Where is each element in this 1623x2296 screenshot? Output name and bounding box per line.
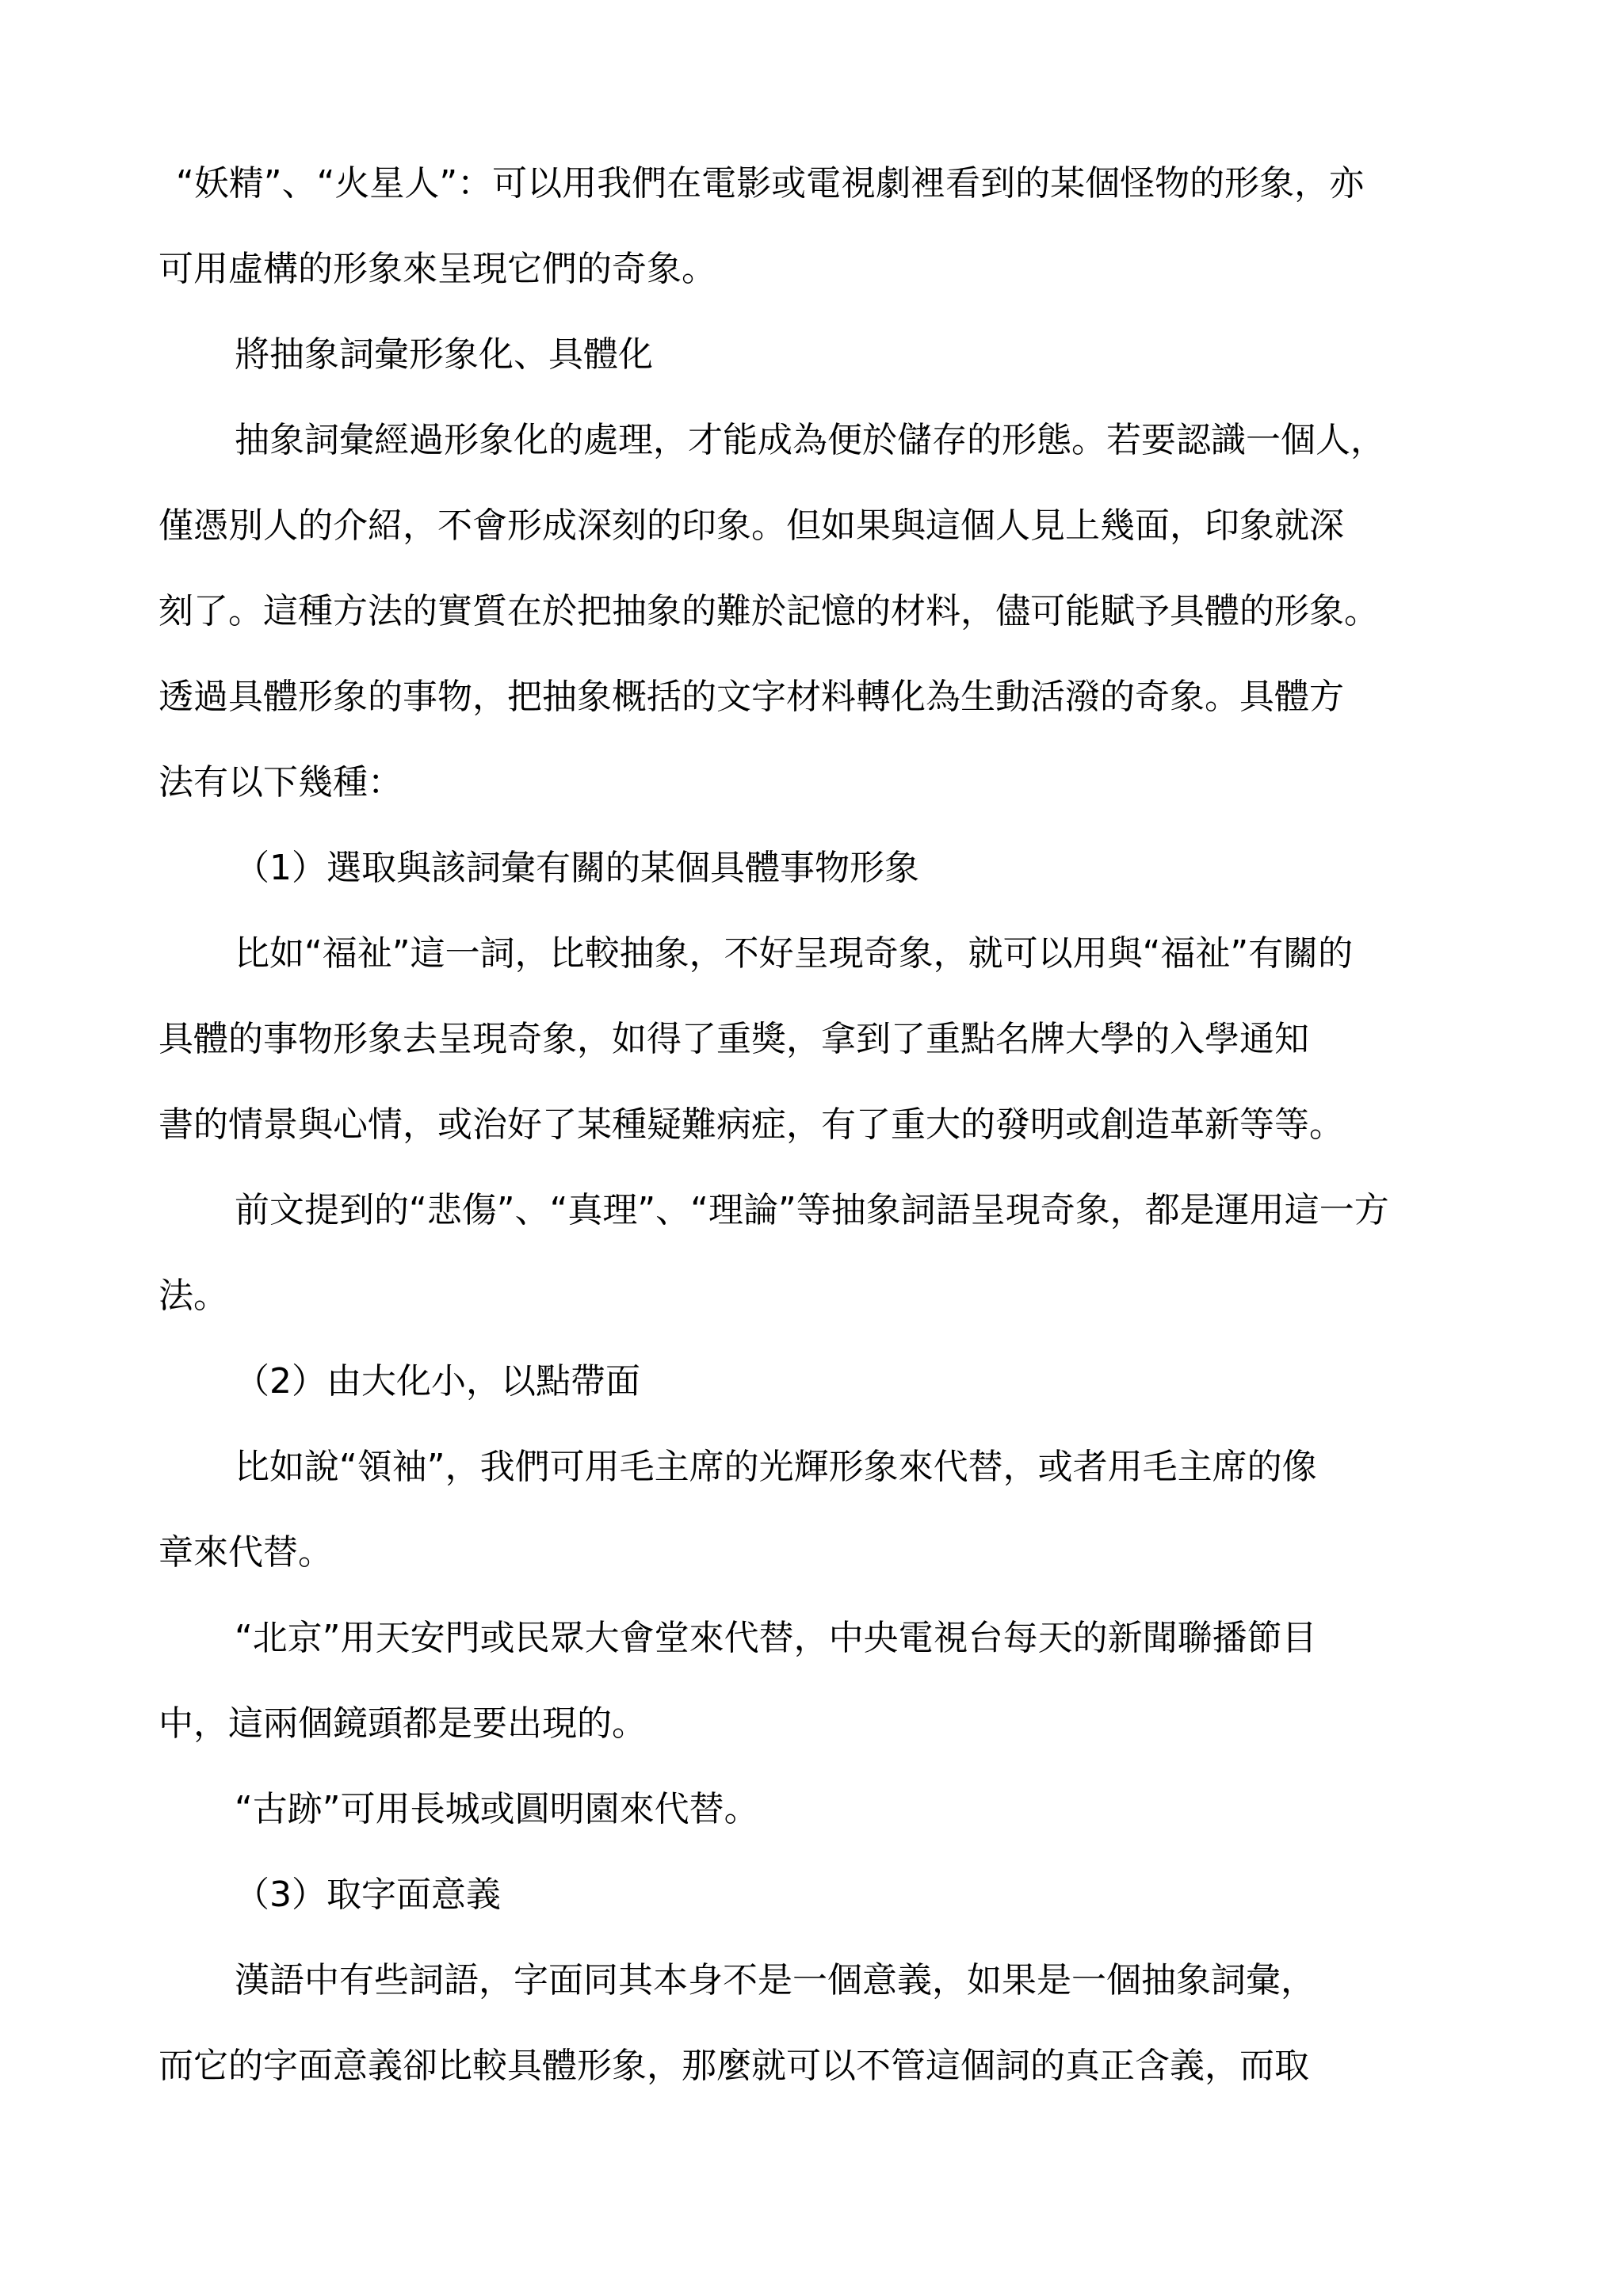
paragraph-line: 法有以下幾種： — [158, 762, 403, 803]
paragraph-line: 前文提到的“悲傷”、“真理”、“理論”等抽象詞語呈現奇象，都是運用這一方 — [235, 1190, 1389, 1230]
paragraph-line: “妖精”、“火星人”：可以用我們在電影或電視劇裡看到的某個怪物的形象，亦 — [176, 163, 1365, 204]
paragraph-line: 可用虛構的形象來呈現它們的奇象。 — [158, 249, 716, 289]
paragraph-line: 中，這兩個鏡頭都是要出現的。 — [158, 1703, 647, 1744]
section-heading: 將抽象詞彙形象化、具體化 — [235, 334, 653, 375]
paragraph-line: “北京”用天安門或民眾大會堂來代替，中央電視台每天的新聞聯播節目 — [235, 1618, 1317, 1658]
paragraph-line: “古跡”可用長城或圓明園來代替。 — [235, 1789, 759, 1829]
paragraph-line: 比如“福祉”這一詞，比較抽象，不好呈現奇象，就可以用與“福祉”有關的 — [235, 933, 1354, 974]
paragraph-line: 透過具體形象的事物，把抽象概括的文字材料轉化為生動活潑的奇象。具體方 — [158, 677, 1344, 717]
paragraph-line: 法。 — [158, 1276, 228, 1316]
paragraph-line: 章來代替。 — [158, 1532, 333, 1573]
paragraph-line: 刻了。這種方法的實質在於把抽象的難於記憶的材料，儘可能賦予具體的形象。 — [158, 591, 1379, 631]
paragraph-line: 抽象詞彙經過形象化的處理，才能成為便於儲存的形態。若要認識一個人， — [235, 420, 1385, 460]
paragraph-line: 比如說“領袖”，我們可用毛主席的光輝形象來代替，或者用毛主席的像 — [235, 1447, 1317, 1487]
paragraph-line: 漢語中有些詞語，字面同其本身不是一個意義，如果是一個抽象詞彙， — [235, 1960, 1316, 2000]
paragraph-line: 僅憑別人的介紹，不會形成深刻的印象。但如果與這個人見上幾面，印象就深 — [158, 505, 1344, 546]
subsection-heading: （2）由大化小，以點帶面 — [235, 1361, 640, 1402]
paragraph-line: 書的情景與心情，或治好了某種疑難病症，有了重大的發明或創造革新等等。 — [158, 1104, 1344, 1145]
subsection-heading: （1）選取與該詞彙有關的某個具體事物形象 — [235, 848, 919, 888]
paragraph-line: 具體的事物形象去呈現奇象，如得了重獎，拿到了重點名牌大學的入學通知 — [158, 1019, 1309, 1059]
paragraph-line: 而它的字面意義卻比較具體形象，那麼就可以不管這個詞的真正含義，而取 — [158, 2046, 1309, 2086]
subsection-heading: （3）取字面意義 — [235, 1875, 501, 1915]
